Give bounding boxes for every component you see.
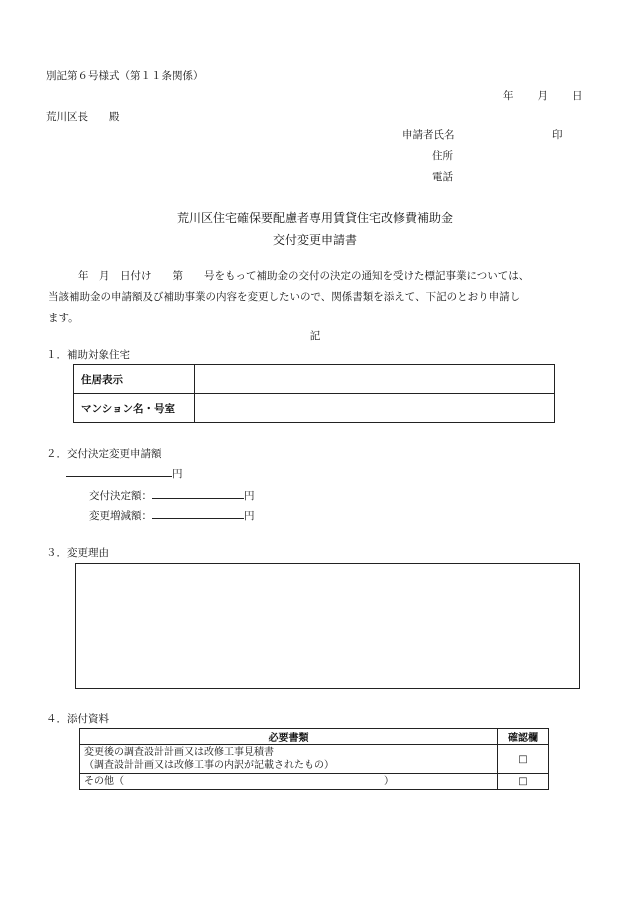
doc-other: その他（ ） (80, 774, 498, 790)
body-line-3: ます。 (48, 312, 79, 324)
section1-heading: １．補助対象住宅 (46, 349, 130, 361)
decided-yen-label: 円 (244, 490, 255, 502)
form-number-label: 別記第６号様式（第１１条関係） (46, 70, 204, 82)
residence-label: 住居表示 (74, 365, 195, 394)
residence-value[interactable] (195, 365, 555, 394)
addressee: 荒川区長 殿 (46, 111, 120, 123)
doc-estimate (80, 745, 498, 774)
mansion-label: マンション名・号室 (74, 394, 195, 423)
change-amount (89, 506, 255, 523)
decided-amount-label: 交付決定額： (89, 490, 152, 502)
housing-table (73, 364, 555, 423)
decided-amount-field[interactable] (152, 486, 244, 499)
mansion-value[interactable] (195, 394, 555, 423)
date-line (503, 88, 583, 103)
applicant-phone-label: 電話 (432, 171, 453, 183)
applicant-address-label: 住所 (432, 150, 453, 162)
change-yen-label: 円 (244, 510, 255, 522)
requested-amount-field[interactable] (66, 464, 172, 477)
doc-estimate-line1: 変更後の調査設計計画又は改修工事見積書 (84, 747, 274, 758)
applicant-block (390, 127, 590, 187)
table-row (74, 365, 555, 394)
body-paragraph (48, 266, 598, 329)
change-amount-field[interactable] (152, 506, 244, 519)
table-header-row (80, 729, 549, 745)
document-subtitle: 交付変更申請書 (272, 233, 357, 247)
change-reason-box[interactable] (75, 563, 580, 689)
requested-yen-label: 円 (172, 468, 183, 480)
document-title: 荒川区住宅確保要配慮者専用賃貸住宅改修費補助金 (176, 211, 453, 225)
date-year-label: 年 (503, 90, 514, 102)
table-row (80, 774, 549, 790)
section3-heading: ３．変更理由 (46, 547, 109, 559)
doc-estimate-line2: （調査設計計画又は改修工事の内訳が記載されたもの） (84, 760, 334, 771)
seal-mark: 印 (552, 129, 563, 141)
col-header-docs: 必要書類 (80, 729, 498, 745)
checkbox-estimate[interactable]: □ (498, 745, 549, 774)
body-line-2: 当該補助金の申請額及び補助事業の内容を変更したいので、関係書類を添えて、下記のとおり申請し (48, 291, 521, 303)
col-header-check: 確認欄 (498, 729, 549, 745)
change-amount-label: 変更増減額： (89, 510, 152, 522)
table-row (80, 745, 549, 774)
date-day-label: 日 (572, 90, 583, 102)
attachments-table (79, 728, 549, 790)
body-line-1: 年 月 日付け 第 号をもって補助金の交付の決定の通知を受けた標記事業については、 (78, 270, 530, 282)
table-row (74, 394, 555, 423)
requested-amount (66, 464, 183, 481)
section2-heading: ２．交付決定変更申請額 (46, 448, 162, 460)
applicant-name-label: 申請者氏名 (402, 129, 455, 141)
section4-heading: ４．添付資料 (46, 713, 109, 725)
date-month-label: 月 (537, 90, 548, 102)
ki-heading: 記 (309, 330, 321, 342)
decided-amount (89, 486, 255, 503)
checkbox-other[interactable]: □ (498, 774, 549, 790)
